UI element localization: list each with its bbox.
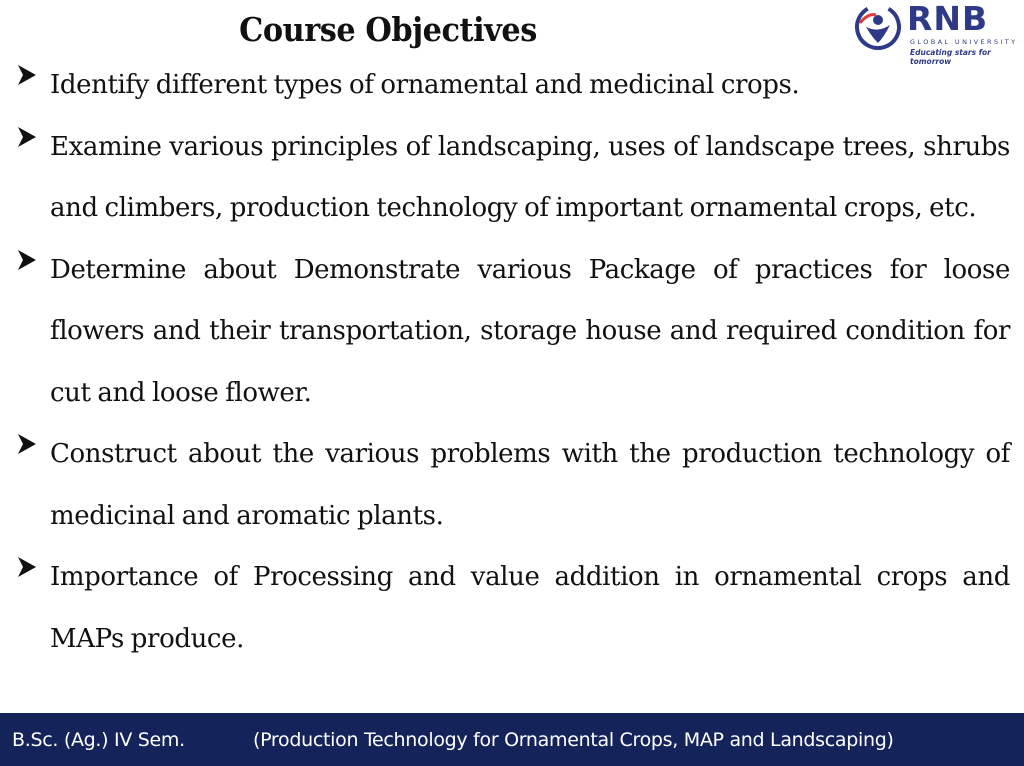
objective-text: Identify different types of ornamental and medicinal crops. — [50, 70, 800, 100]
slide-title: Course Objectives — [239, 10, 537, 49]
objective-text: Construct about the various problems with the production technology of medicinal and aromatic plants. — [50, 439, 1010, 531]
logo-name: RNB — [907, 0, 989, 38]
list-item — [0, 55, 1010, 117]
objective-text: Determine about Demonstrate various Package of practices for loose flowers and their transportation, storage house and required condition for cut and loose flower. — [50, 254, 1010, 408]
logo-tagline: Educating stars for tomorrow — [910, 48, 991, 66]
university-logo — [854, 0, 1024, 66]
arrow-bullet-icon — [16, 556, 38, 578]
objectives-list — [0, 55, 1024, 670]
objective-text: Examine various principles of landscaping, uses of landscape trees, shrubs and climbers, production technology of important ornamental crops, etc. — [50, 131, 1010, 223]
arrow-bullet-icon — [16, 249, 38, 271]
logo-subtitle: GLOBAL UNIVERSITY — [910, 38, 1018, 46]
slide-footer — [0, 713, 1024, 766]
arrow-bullet-icon — [16, 126, 38, 148]
footer-course-name: (Production Technology for Ornamental Crops, MAP and Landscaping) — [253, 729, 894, 751]
arrow-bullet-icon — [16, 64, 38, 86]
list-item — [0, 240, 1010, 425]
rnb-emblem-icon — [854, 3, 902, 51]
arrow-bullet-icon — [16, 433, 38, 455]
list-item — [0, 424, 1010, 547]
objective-text: Importance of Processing and value addition in ornamental crops and MAPs produce. — [50, 562, 1010, 654]
footer-course-level: B.Sc. (Ag.) IV Sem. — [12, 729, 185, 751]
list-item — [0, 117, 1010, 240]
list-item — [0, 547, 1010, 670]
